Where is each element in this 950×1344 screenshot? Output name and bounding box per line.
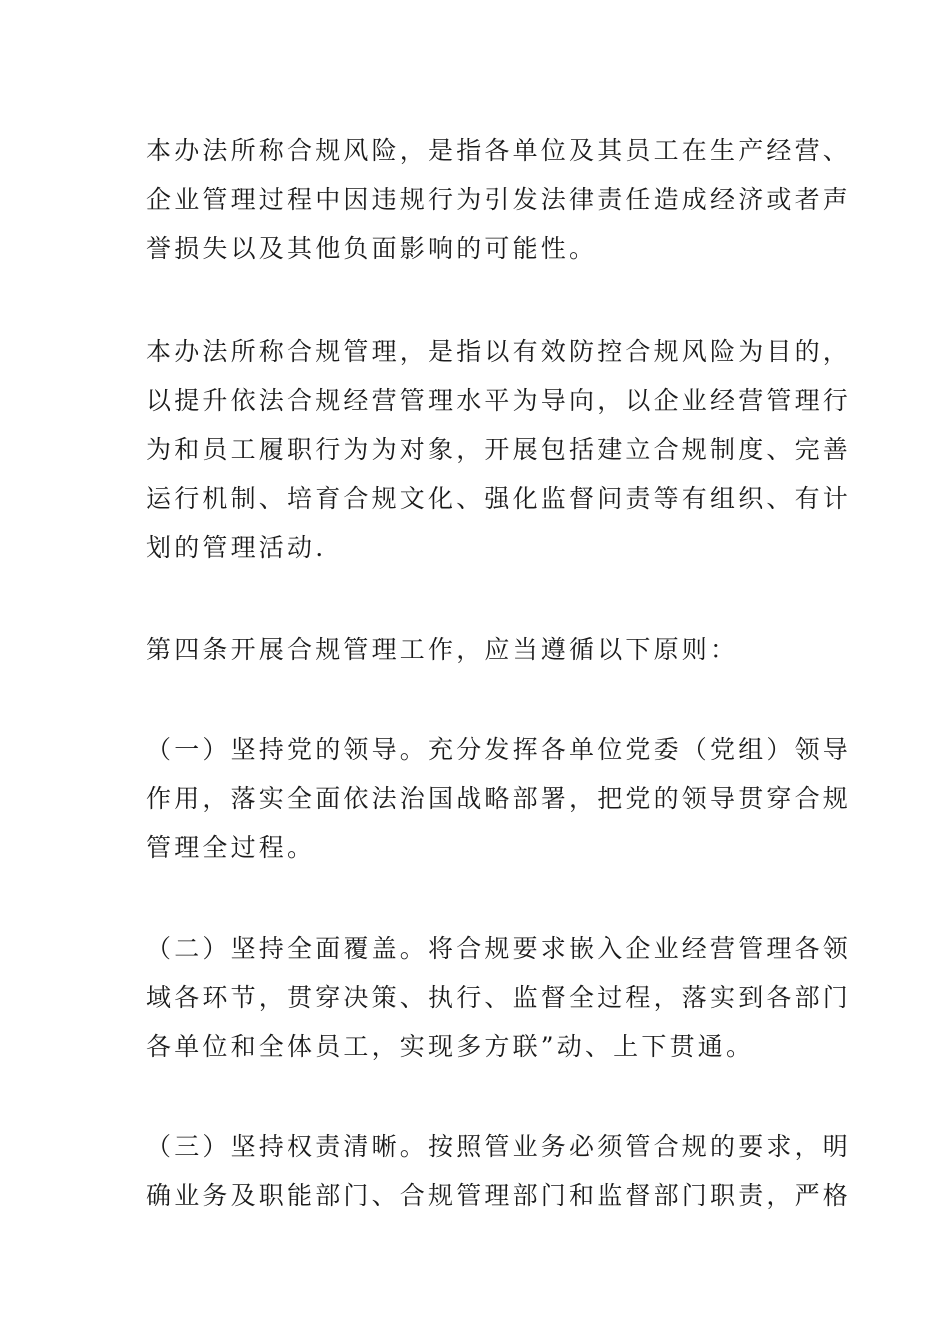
text-line: 管理全过程。 [146, 833, 316, 862]
paragraph-principle-one [146, 725, 852, 872]
text-line: （三）坚持权责清晰。按照管业务必须管合规的要求，明 [146, 1132, 852, 1161]
text-line: 本办法所称合规管理，是指以有效防控合规风险为目的， [146, 337, 852, 366]
text-line: 划的管理活动. [146, 533, 327, 562]
text-line: 以提升依法合规经营管理水平为导向，以企业经营管理行 [146, 386, 852, 415]
text-line: （二）坚持全面覆盖。将合规要求嵌入企业经营管理各领 [146, 934, 852, 963]
text-line: 为和员工履职行为为对象，开展包括建立合规制度、完善 [146, 435, 852, 464]
paragraph-compliance-risk [146, 126, 852, 273]
text-line: 域各环节，贯穿决策、执行、监督全过程，落实到各部门 [146, 983, 852, 1012]
text-line: 第四条开展合规管理工作，应当遵循以下原则： [146, 635, 739, 664]
paragraph-principle-three [146, 1122, 852, 1220]
text-line: 企业管理过程中因违规行为引发法律责任造成经济或者声 [146, 185, 852, 214]
text-line: （一）坚持党的领导。充分发挥各单位党委（党组）领导 [146, 735, 852, 764]
text-line: 确业务及职能部门、合规管理部门和监督部门职责，严格 [146, 1181, 852, 1210]
text-line: 运行机制、培育合规文化、强化监督问责等有组织、有计 [146, 484, 852, 513]
paragraph-article-four [146, 625, 816, 674]
paragraph-compliance-management [146, 327, 852, 572]
text-line: 作用，落实全面依法治国战略部署，把党的领导贯穿合规 [146, 784, 852, 813]
text-line: 各单位和全体员工，实现多方联”动、上下贯通。 [146, 1032, 755, 1061]
text-line: 本办法所称合规风险，是指各单位及其员工在生产经营、 [146, 136, 852, 165]
paragraph-principle-two [146, 924, 852, 1071]
text-line: 誉损失以及其他负面影响的可能性。 [146, 234, 598, 263]
